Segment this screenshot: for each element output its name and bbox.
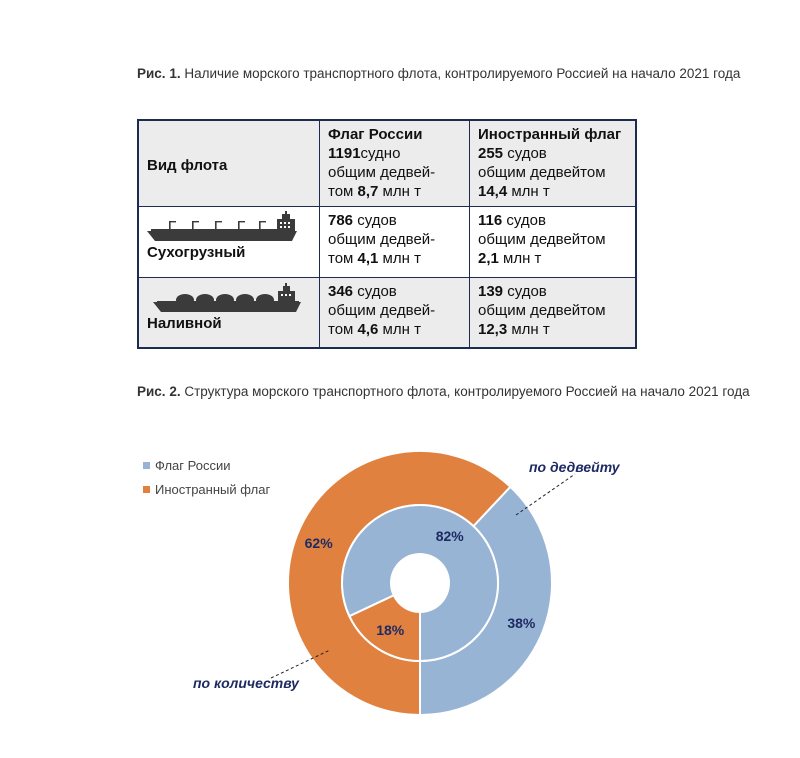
- fleet-table: [137, 119, 637, 349]
- figure1-caption-number: Рис. 1.: [137, 66, 181, 81]
- table-header-row: [138, 120, 636, 206]
- dry-cargo-russian-flag: 786 судов общим дедвей- том 4,1 млн т: [320, 206, 470, 277]
- figure1-caption-text: Наличие морского транспортного флота, контролируемого Россией на начало 2021 года: [180, 66, 741, 81]
- figure2-caption: [137, 384, 750, 399]
- tanker-russian-flag: 346 судов общим дедвей- том 4,6 млн т: [320, 277, 470, 348]
- figure2-caption-number: Рис. 2.: [137, 384, 181, 399]
- header-foreign-flag: Иностранный флаг 255 судов общим дедвейтом 14,4 млн т: [470, 120, 637, 206]
- table-row-dry-cargo: [138, 206, 636, 277]
- figure1-caption: [137, 66, 740, 81]
- legend-item-russian-flag: Флаг России: [143, 458, 230, 473]
- dry-cargo-foreign-flag: 116 судов общим дедвейтом 2,1 млн т: [470, 206, 637, 277]
- foreign-flag-title: Иностранный флаг: [478, 126, 622, 143]
- tanker-ship-icon: [147, 282, 313, 314]
- tanker-foreign-flag: 139 судов общим дедвейтом 12,3 млн т: [470, 277, 637, 348]
- outer-label-foreign-flag: 62%: [304, 534, 333, 551]
- figure2-caption-text: Структура морского транспортного флота, контролируемого Россией на начало 2021 года: [180, 384, 750, 399]
- callout-count: по количеству: [193, 675, 299, 691]
- fleet-type-dry-cargo: [138, 206, 320, 277]
- header-fleet-type: Вид флота: [138, 120, 320, 206]
- fleet-type-tanker: [138, 277, 320, 348]
- header-russian-flag: Флаг России 1191судно общим дедвей- том 8,7 млн т: [320, 120, 470, 206]
- fleet-type-label: Сухогрузный: [147, 243, 246, 261]
- fleet-type-label: Наливной: [147, 314, 222, 332]
- legend-item-foreign-flag: Иностранный флаг: [143, 482, 270, 497]
- callout-deadweight: по дедвейту: [529, 459, 620, 475]
- table-row-tanker: [138, 277, 636, 348]
- nested-donut-chart: [0, 400, 800, 758]
- fleet-structure-chart: [0, 400, 800, 758]
- outer-label-russian-flag: 38%: [507, 615, 536, 632]
- russian-flag-title: Флаг России: [328, 126, 423, 143]
- dry-cargo-ship-icon: [147, 211, 313, 243]
- inner-label-foreign-flag: 18%: [376, 621, 405, 638]
- inner-label-russian-flag: 82%: [435, 528, 464, 545]
